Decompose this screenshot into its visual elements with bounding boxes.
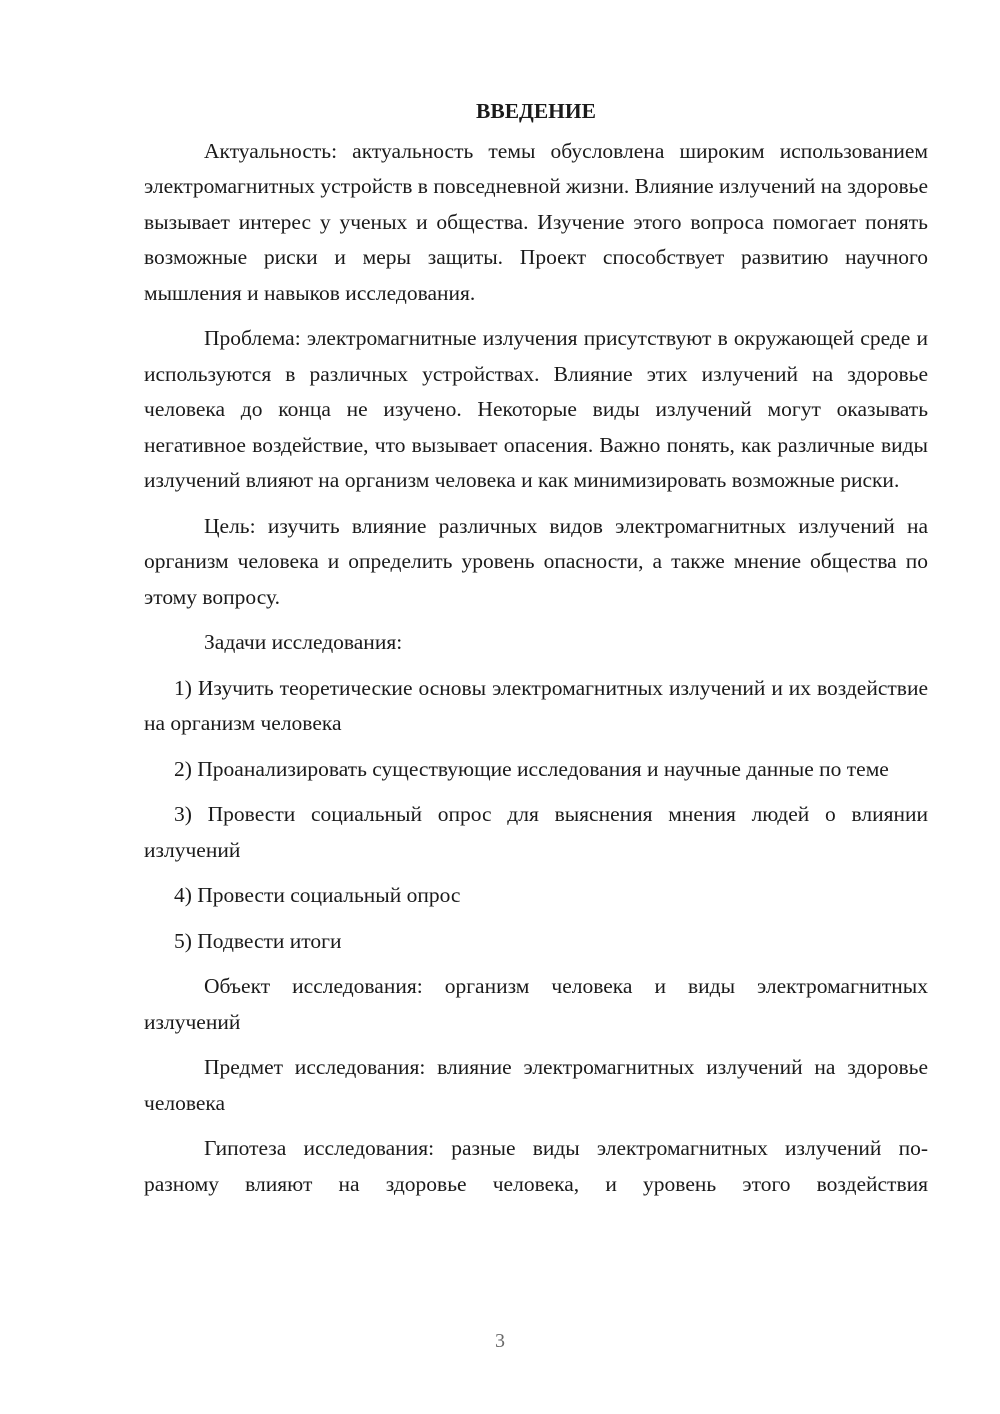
tasks-list xyxy=(144,671,928,960)
task-item-3: 3) Провести социальный опрос для выяснения мнения людей о влиянии излучений xyxy=(144,802,928,862)
paragraph-relevance: Актуальность: актуальность темы обусловлена широким использованием электромагнитных устройств в повседневной жизни. Влияние излучений на здоровье вызывает интерес у ученых и общества. Изучение этого вопроса помогает понять возможные риски и меры защиты. Проект способствует развитию научного мышления и навыков исследования. xyxy=(144,138,928,305)
paragraph-object: Объект исследования: организм человека и виды электромагнитных излучений xyxy=(144,974,928,1034)
paragraph-hypothesis: Гипотеза исследования: разные виды электромагнитных излучений по-разному влияют на здоровье человека, и уровень этого воздействия xyxy=(144,1136,928,1196)
section-title: ВВЕДЕНИЕ xyxy=(476,99,596,123)
paragraph-goal: Цель: изучить влияние различных видов электромагнитных излучений на организм человека и определить уровень опасности, а также мнение общества по этому вопросу. xyxy=(144,513,928,609)
task-item-2: 2) Проанализировать существующие исследования и научные данные по теме xyxy=(174,756,889,781)
paragraph-subject: Предмет исследования: влияние электромагнитных излучений на здоровье человека xyxy=(144,1055,928,1115)
paragraph-problem: Проблема: электромагнитные излучения присутствуют в окружающей среде и используются в различных устройствах. Влияние этих излучений на здоровье человека до конца не изучено. Некоторые виды излучений могут оказывать негативное воздействие, что вызывает опасения. Важно понять, как различные виды излучений влияют на организм человека и как минимизировать возможные риски. xyxy=(144,326,928,492)
task-item-4: 4) Провести социальный опрос xyxy=(174,883,461,907)
tasks-heading: Задачи исследования: xyxy=(204,630,403,654)
page-content xyxy=(144,92,928,1212)
task-item-5: 5) Подвести итоги xyxy=(174,928,342,953)
page-number: 3 xyxy=(495,1330,505,1352)
task-item-1: 1) Изучить теоретические основы электромагнитных излучений и их воздействие на организм человека xyxy=(144,675,928,735)
